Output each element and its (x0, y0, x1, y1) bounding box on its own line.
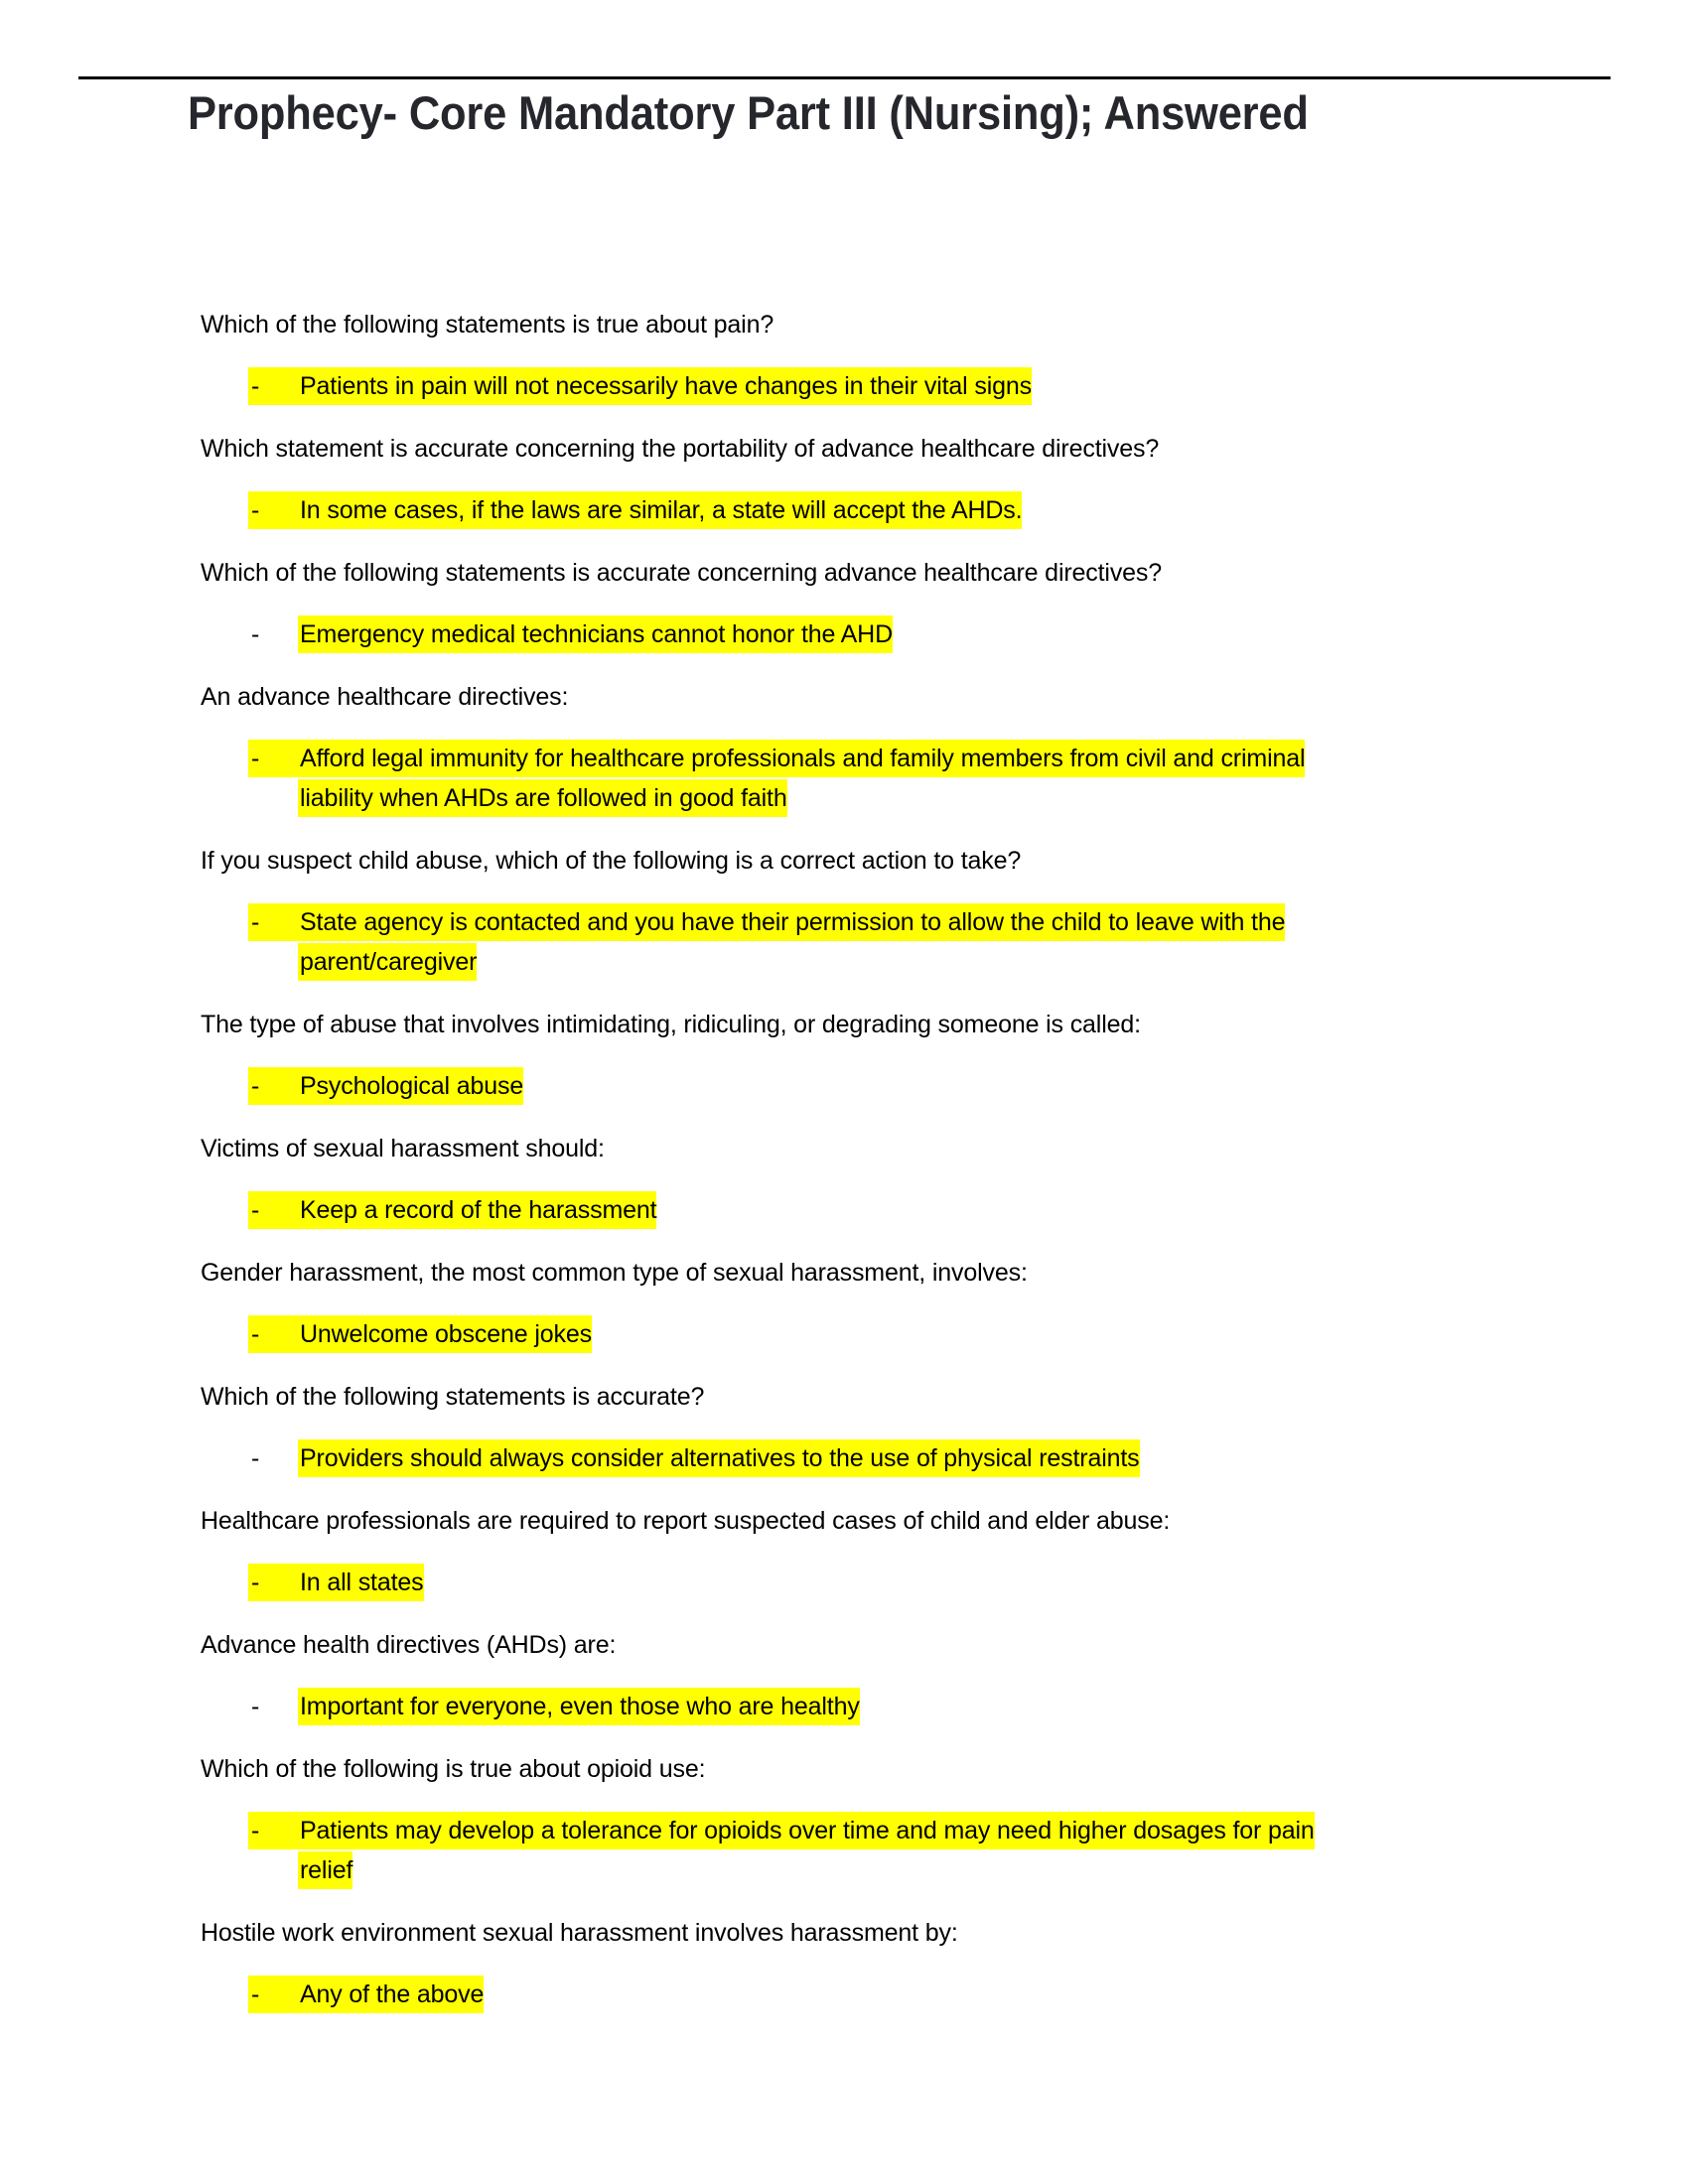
answer (0, 1191, 1688, 1229)
answer-line (0, 1191, 1688, 1229)
answer-line (0, 491, 1688, 529)
answer-text: Patients in pain will not necessarily have changes in their vital signs (298, 367, 1032, 405)
answer (0, 903, 1688, 981)
bullet-dash: - (251, 1444, 260, 1472)
question: Which of the following statements is true about pain? (201, 311, 774, 339)
answer-text: Keep a record of the harassment (298, 1191, 656, 1229)
answer-line (0, 1067, 1688, 1105)
question: The type of abuse that involves intimidating, ridiculing, or degrading someone is called: (201, 1011, 1141, 1038)
answer-text: Any of the above (298, 1976, 484, 2013)
answer-text: Unwelcome obscene jokes (298, 1315, 592, 1353)
bullet-dash: - (248, 367, 298, 405)
answer-text: State agency is contacted and you have their permission to allow the child to leave with the (298, 903, 1285, 941)
answer-line (0, 1851, 1688, 1889)
answer (0, 1688, 1688, 1725)
answer-line (0, 943, 1688, 981)
question: Which of the following statements is accurate? (201, 1383, 705, 1411)
answer (0, 491, 1688, 529)
answer (0, 1564, 1688, 1601)
bullet-dash: - (251, 620, 260, 648)
question: Victims of sexual harassment should: (201, 1135, 605, 1162)
answer-line (0, 1812, 1688, 1849)
bullet-dash: - (248, 1067, 298, 1105)
answer-line (0, 1439, 1688, 1477)
answer (0, 1315, 1688, 1353)
bullet-dash: - (248, 491, 298, 529)
question: Which of the following statements is accurate concerning advance healthcare directives? (201, 559, 1163, 587)
answer-text: Patients may develop a tolerance for opioids over time and may need higher dosages for pain (298, 1812, 1315, 1849)
question: Advance health directives (AHDs) are: (201, 1631, 617, 1659)
qa-list (0, 306, 1688, 2038)
header-rule (78, 76, 1611, 79)
bullet-dash: - (248, 1812, 298, 1849)
question: If you suspect child abuse, which of the following is a correct action to take? (201, 847, 1022, 875)
answer-text: liability when AHDs are followed in good faith (298, 779, 787, 817)
answer-text: Important for everyone, even those who are healthy (298, 1688, 860, 1725)
question: Healthcare professionals are required to report suspected cases of child and elder abuse: (201, 1507, 1171, 1535)
answer (0, 367, 1688, 405)
answer-text: Providers should always consider alternatives to the use of physical restraints (298, 1439, 1140, 1477)
answer-line (0, 1688, 1688, 1725)
answer-line (0, 903, 1688, 941)
question: Gender harassment, the most common type of sexual harassment, involves: (201, 1259, 1028, 1287)
bullet-dash: - (251, 1693, 260, 1720)
answer (0, 1976, 1688, 2013)
question: Which statement is accurate concerning the portability of advance healthcare directives? (201, 435, 1160, 463)
answer-text: parent/caregiver (298, 943, 477, 981)
bullet-dash: - (248, 1315, 298, 1353)
answer-line (0, 1564, 1688, 1601)
bullet-dash: - (248, 903, 298, 941)
question: An advance healthcare directives: (201, 683, 569, 711)
answer (0, 615, 1688, 653)
answer (0, 1067, 1688, 1105)
answer-line (0, 740, 1688, 777)
bullet-dash: - (248, 740, 298, 777)
answer-text: Psychological abuse (298, 1067, 523, 1105)
answer-text: Emergency medical technicians cannot honor the AHD (298, 615, 893, 653)
answer (0, 1439, 1688, 1477)
answer-line (0, 367, 1688, 405)
answer (0, 740, 1688, 817)
question: Hostile work environment sexual harassment involves harassment by: (201, 1919, 958, 1947)
answer-text: In all states (298, 1564, 424, 1601)
answer-text: relief (298, 1851, 352, 1889)
bullet-dash: - (248, 1191, 298, 1229)
answer-line (0, 1315, 1688, 1353)
answer-line (0, 1976, 1688, 2013)
bullet-dash: - (248, 1976, 298, 2013)
bullet-dash: - (248, 1564, 298, 1601)
question: Which of the following is true about opioid use: (201, 1755, 706, 1783)
answer-text: Afford legal immunity for healthcare professionals and family members from civil and criminal (298, 740, 1305, 777)
document-title: Prophecy- Core Mandatory Part III (Nursing); Answered (188, 86, 1309, 139)
answer-text: In some cases, if the laws are similar, a state will accept the AHDs. (298, 491, 1022, 529)
answer-line (0, 779, 1688, 817)
answer-line (0, 615, 1688, 653)
answer (0, 1812, 1688, 1889)
